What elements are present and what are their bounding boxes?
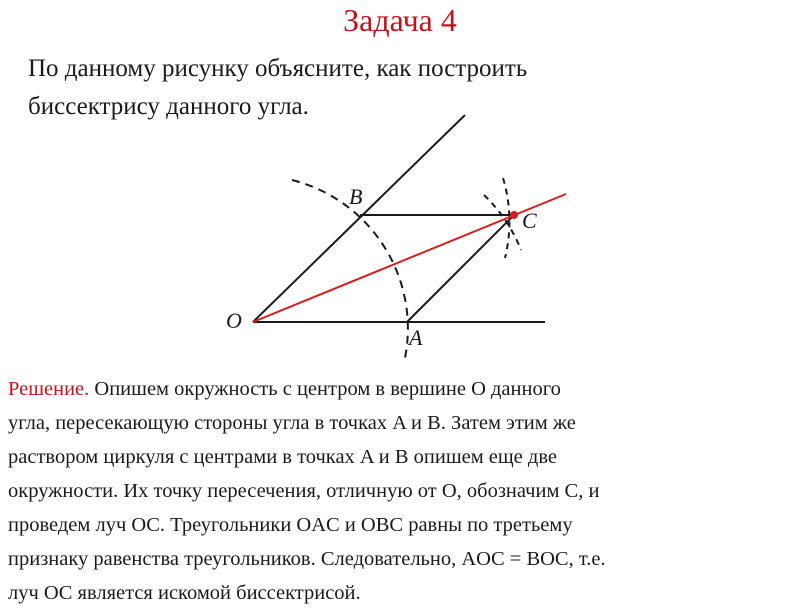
- solution-line-3: раствором циркуля с центрами в точках A и B опишем еще две: [8, 446, 557, 468]
- label-o: O: [226, 308, 242, 333]
- arc-center-b: [484, 195, 521, 250]
- task-line-1: По данному рисунку объясните, как построить: [28, 55, 528, 82]
- bisector-ray-oc: [253, 194, 566, 322]
- solution-line-1-text: Опишем окружность с центром в вершине O данного: [89, 378, 561, 400]
- solution-heading: Решение.: [8, 378, 90, 400]
- solution-line-2: угла, пересекающую стороны угла в точках A и B. Затем этим же: [8, 412, 576, 434]
- label-c: C: [522, 208, 537, 233]
- solution-line-7: луч OC является искомой биссектрисой.: [8, 582, 361, 604]
- solution-line-5: проведем луч OC. Треугольники OAC и OBC равны по третьему: [8, 514, 573, 536]
- task-line-2: биссектрису данного угла.: [28, 93, 309, 120]
- slide-title: Задача 4: [343, 2, 457, 38]
- solution-text: [8, 372, 778, 610]
- label-b: B: [349, 184, 363, 209]
- ray-ob: [253, 115, 465, 322]
- solution-line-4: окружности. Их точку пересечения, отличную от O, обозначим C, и: [8, 480, 600, 502]
- point-c: [510, 211, 518, 219]
- label-a: A: [409, 325, 423, 350]
- segment-ac: [407, 215, 514, 322]
- solution-line-1: [8, 372, 778, 406]
- solution-line-6: признаку равенства треугольников. Следовательно, AOC = BOC, т.е.: [8, 548, 606, 570]
